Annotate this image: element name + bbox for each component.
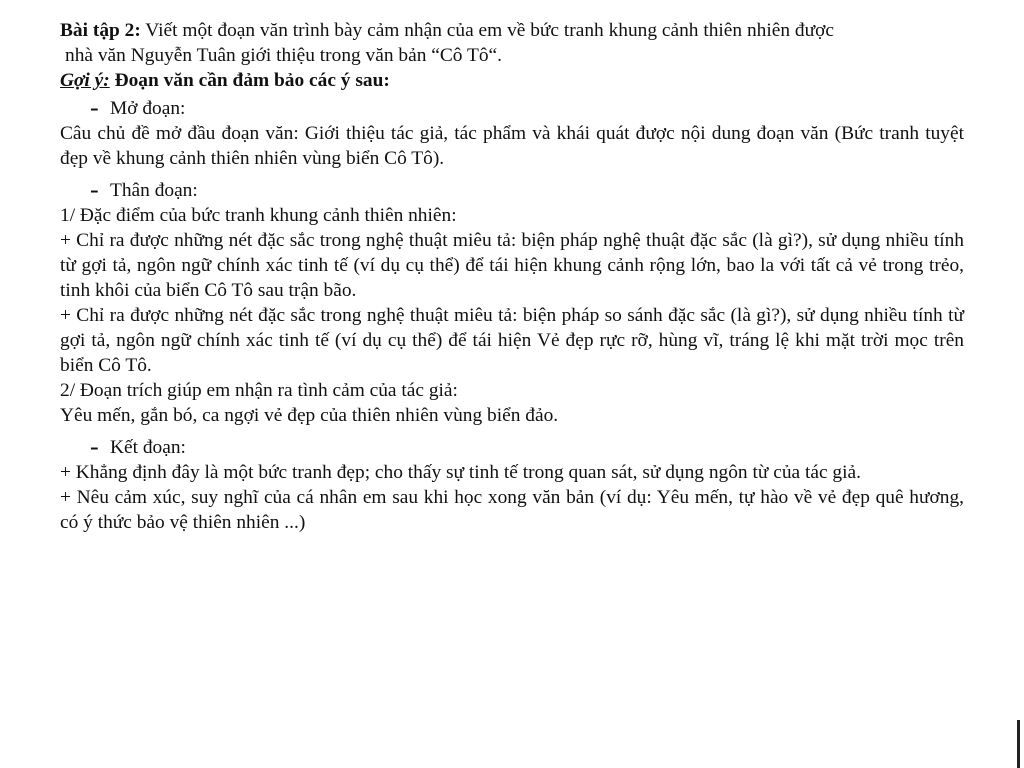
scroll-indicator[interactable] — [1017, 720, 1020, 768]
ket-doan-heading: Kết đoạn: — [110, 437, 186, 458]
than-doan-point1-b: + Chỉ ra được những nét đặc sắc trong nghệ thuật miêu tả: biện pháp so sánh đặc sắc (là gì?), sử dụng nhiều tính từ gợi tả, ngôn ngữ chính xác tinh tế (ví dụ cụ thể) để tái hiện Vẻ đẹp rực rỡ, hùng vĩ, tráng lệ khi mặt trời mọc trên biển Cô Tô. — [60, 305, 964, 376]
dash-bullet: - — [90, 93, 99, 122]
ket-doan-item-a: + Khẳng định đây là một bức tranh đẹp; cho thấy sự tinh tế trong quan sát, sử dụng ngôn từ của tác giả. — [60, 462, 861, 483]
dash-bullet: - — [90, 432, 99, 461]
section-heading-mo-doan — [60, 95, 964, 121]
than-doan-point1-title: 1/ Đặc điểm của bức tranh khung cảnh thiên nhiên: — [60, 205, 457, 226]
ket-doan-item-b: + Nêu cảm xúc, suy nghĩ của cá nhân em sau khi học xong văn bản (ví dụ: Yêu mến, tự hào về vẻ đẹp quê hương, có ý thức bảo vệ thiên nhiên ...) — [60, 487, 964, 533]
document-page — [60, 18, 964, 535]
mo-doan-body: Câu chủ đề mở đầu đoạn văn: Giới thiệu tác giả, tác phẩm và khái quát được nội dung đoạn văn (Bức tranh tuyệt đẹp về khung cảnh thiên nhiên vùng biển Cô Tô). — [60, 123, 964, 169]
mo-doan-heading: Mở đoạn: — [110, 98, 186, 119]
than-doan-point2-body: Yêu mến, gắn bó, ca ngợi vẻ đẹp của thiên nhiên vùng biển đảo. — [60, 405, 559, 426]
than-doan-heading: Thân đoạn: — [110, 180, 198, 201]
than-doan-point1-a: + Chỉ ra được những nét đặc sắc trong nghệ thuật miêu tả: biện pháp nghệ thuật đặc sắc (là gì?), sử dụng nhiều tính từ gợi tả, ngôn ngữ chính xác tinh tế (ví dụ cụ thể) để tái hiện khung cảnh rộng lớn, bao la với tất cả vẻ trong trẻo, tinh khôi của biển Cô Tô sau trận bão. — [60, 230, 964, 301]
task-text-line1: Viết một đoạn văn trình bày cảm nhận của em về bức tranh khung cảnh thiên nhiên được — [140, 20, 834, 41]
hint-line — [60, 68, 964, 93]
task-text-line2: nhà văn Nguyễn Tuân giới thiệu trong văn bản “Cô Tô“. — [65, 45, 502, 66]
section-heading-than-doan — [60, 177, 964, 203]
than-doan-point2-title: 2/ Đoạn trích giúp em nhận ra tình cảm của tác giả: — [60, 380, 458, 401]
task-statement — [60, 18, 964, 43]
hint-label: Gợi ý: — [60, 70, 110, 91]
section-heading-ket-doan — [60, 434, 964, 460]
hint-text: Đoạn văn cần đảm bảo các ý sau: — [109, 70, 390, 91]
dash-bullet: - — [90, 175, 99, 204]
task-label: Bài tập 2: — [60, 20, 141, 41]
